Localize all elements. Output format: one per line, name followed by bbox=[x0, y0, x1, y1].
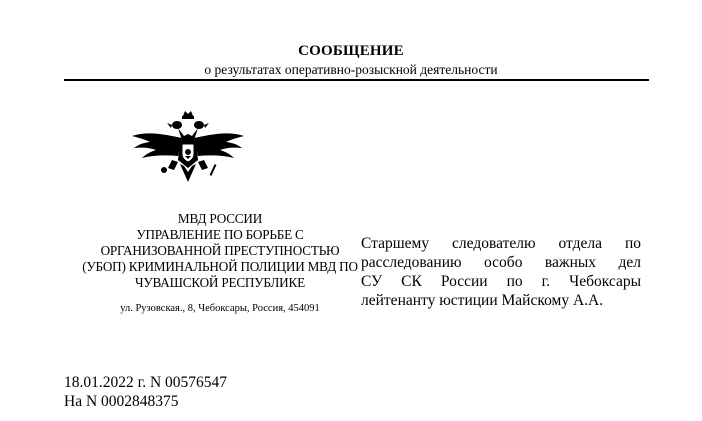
sender-organization bbox=[62, 211, 378, 291]
header-divider bbox=[64, 79, 649, 81]
document-date-number: 18.01.2022 г. N 00576547 bbox=[64, 374, 228, 391]
addressee-line: Старшему следователю отдела по bbox=[361, 235, 641, 252]
document-title: СООБЩЕНИЕ bbox=[298, 43, 404, 59]
organization-line: (УБОП) КРИМИНАЛЬНОЙ ПОЛИЦИИ МВД ПО bbox=[82, 259, 358, 274]
organization-line: ЧУВАШСКОЙ РЕСПУБЛИКЕ bbox=[135, 275, 305, 290]
addressee-line: СУ СК России по г. Чебоксары bbox=[361, 273, 641, 290]
addressee-line: лейтенанту юстиции Майскому А.А. bbox=[361, 292, 604, 309]
document-subtitle: о результатах оперативно-розыскной деятельности bbox=[204, 62, 498, 77]
organization-line: ОРГАНИЗОВАННОЙ ПРЕСТУПНОСТЬЮ bbox=[100, 243, 340, 258]
organization-line: МВД РОССИИ bbox=[177, 211, 263, 226]
organization-line: УПРАВЛЕНИЕ ПО БОРЬБЕ С bbox=[136, 227, 304, 242]
double-headed-eagle-emblem-icon bbox=[128, 108, 248, 188]
reply-reference-number: На N 0002848375 bbox=[64, 393, 179, 410]
document-reference bbox=[64, 373, 227, 411]
sender-address: ул. Рузовская., 8, Чебоксары, Россия, 454091 bbox=[120, 303, 320, 314]
addressee-line: расследованию особо важных дел bbox=[361, 254, 641, 271]
addressee-block bbox=[361, 234, 641, 310]
